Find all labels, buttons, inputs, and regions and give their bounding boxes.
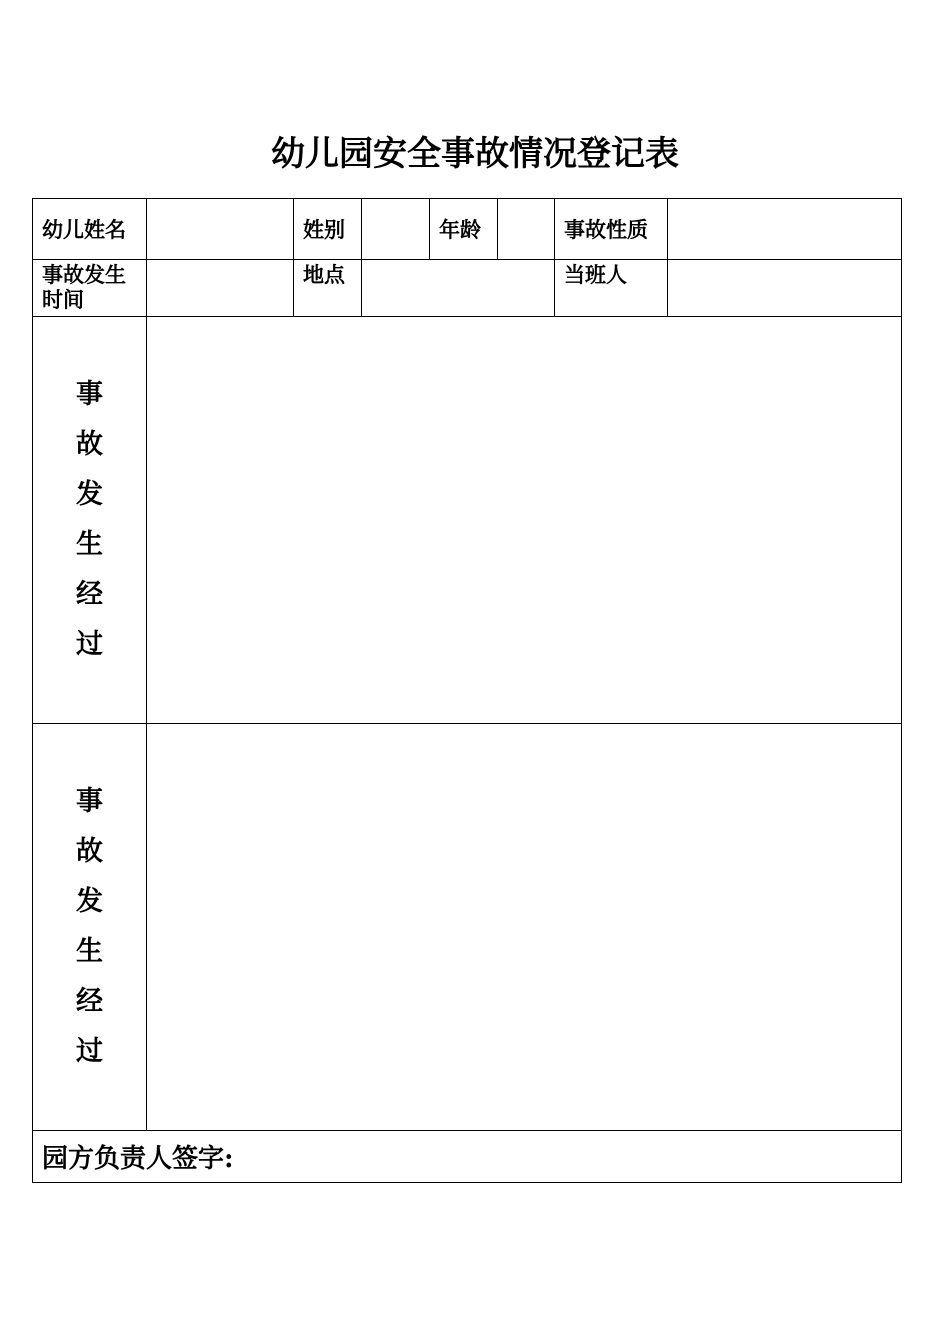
table-row-section-2 — [33, 724, 902, 1131]
child-name-label: 幼儿姓名 — [33, 199, 147, 260]
section-2-label — [33, 724, 147, 1131]
section-2-char: 故 — [76, 836, 103, 867]
accident-nature-label: 事故性质 — [555, 199, 668, 260]
table-row-signature — [33, 1131, 902, 1183]
accident-nature-field[interactable] — [668, 199, 902, 260]
accident-time-label: 事故发生时间 — [33, 260, 147, 317]
signature-row[interactable] — [33, 1131, 902, 1183]
child-name-field[interactable] — [147, 199, 294, 260]
gender-field[interactable] — [362, 199, 430, 260]
section-1-label — [33, 317, 147, 724]
signature-label: 园方负责人签字: — [42, 1144, 234, 1174]
section-1-char: 发 — [76, 479, 103, 510]
table-row-section-1 — [33, 317, 902, 724]
section-2-char: 过 — [76, 1036, 103, 1067]
section-1-char: 事 — [76, 379, 103, 410]
gender-label: 姓别 — [294, 199, 362, 260]
table-row-time-place — [33, 260, 902, 317]
page-title: 幼儿园安全事故情况登记表 — [271, 134, 679, 174]
section-1-char: 故 — [76, 429, 103, 460]
section-1-char: 经 — [76, 579, 103, 610]
table-row-basic-info — [33, 199, 902, 260]
section-1-char: 生 — [76, 529, 103, 560]
section-1-char: 过 — [76, 629, 103, 660]
section-2-char: 发 — [76, 886, 103, 917]
on-duty-label: 当班人 — [555, 260, 668, 317]
section-2-char: 经 — [76, 986, 103, 1017]
section-2-content-area[interactable] — [147, 724, 902, 1131]
place-label: 地点 — [294, 260, 362, 317]
section-1-content-area[interactable] — [147, 317, 902, 724]
section-2-char: 事 — [76, 786, 103, 817]
age-field[interactable] — [498, 199, 555, 260]
age-label: 年龄 — [430, 199, 498, 260]
on-duty-field[interactable] — [668, 260, 902, 317]
place-field[interactable] — [362, 260, 555, 317]
accident-time-field[interactable] — [147, 260, 294, 317]
registration-form-table — [32, 198, 902, 1183]
section-2-char: 生 — [76, 936, 103, 967]
